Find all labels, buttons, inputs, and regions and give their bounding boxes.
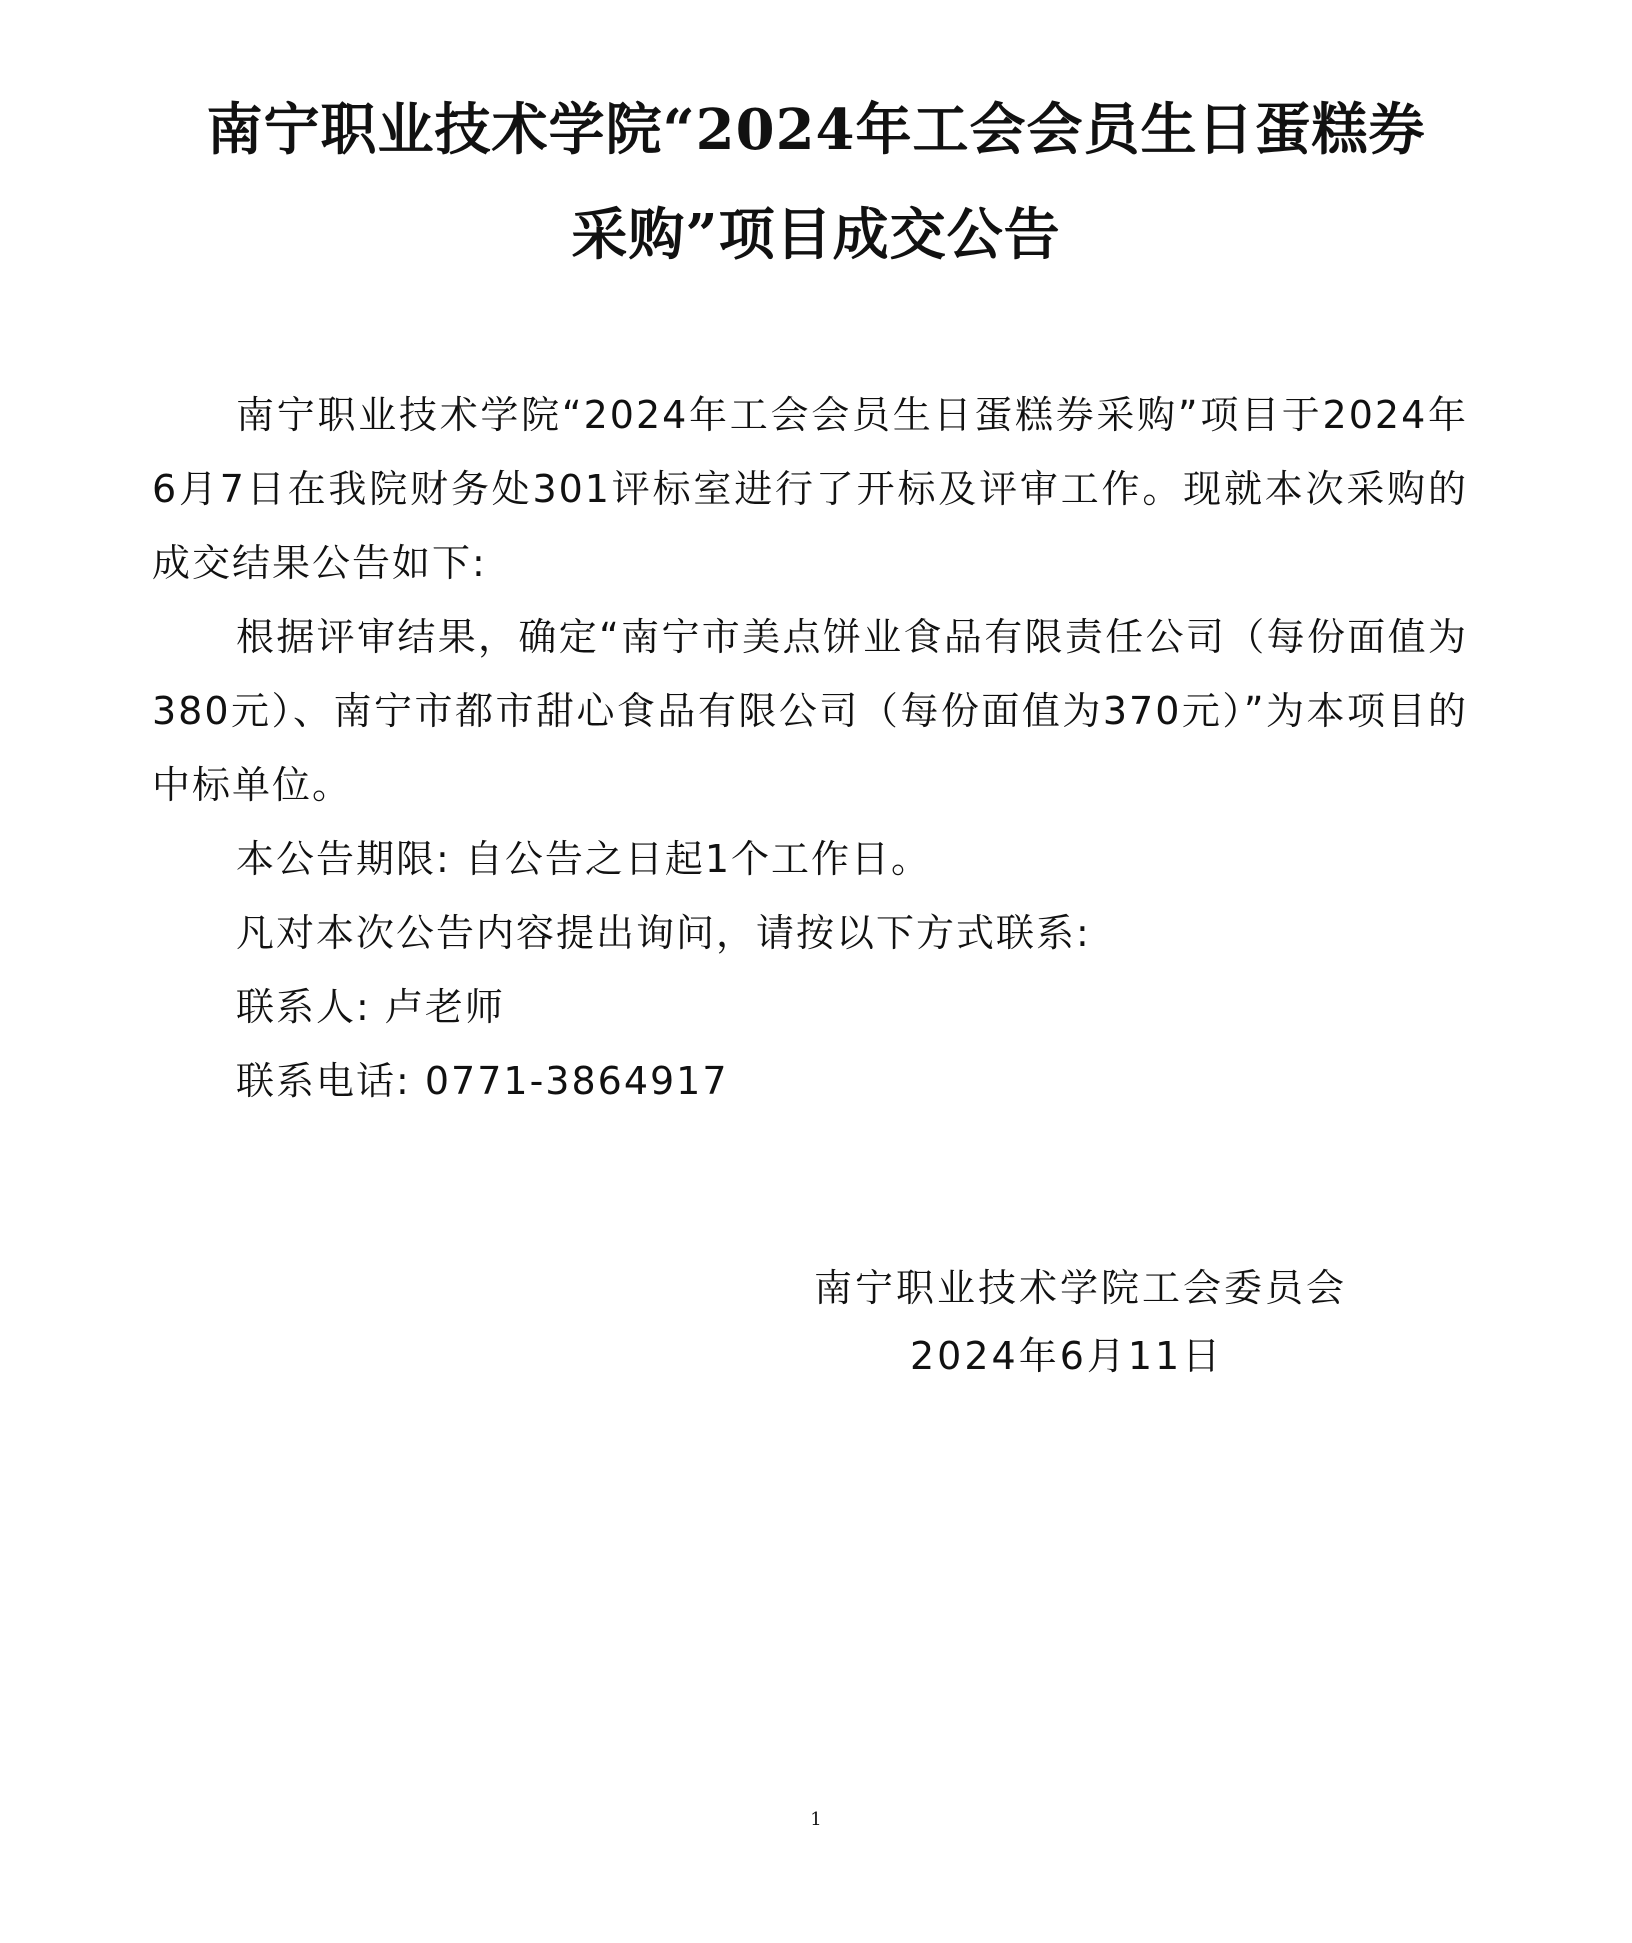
signature-date: 2024年6月11日 [910, 1334, 1224, 1378]
contact-person-paragraph: 联系人: 卢老师 [236, 985, 505, 1029]
notice-period-paragraph: 本公告期限: 自公告之日起1个工作日。 [236, 837, 932, 881]
signature-organization: 南宁职业技术学院工会委员会 [814, 1266, 1348, 1310]
result-paragraph: 根据评审结果，确定“南宁市美点饼业食品有限责任公司（每份面值为380元）、南宁市都市甜心食品有限公司（每份面值为370元）”为本项目的中标单位。 [152, 615, 1468, 807]
intro-paragraph: 南宁职业技术学院“2024年工会会员生日蛋糕券采购”项目于2024年6月7日在我院财务处301评标室进行了开标及评审工作。现就本次采购的成交结果公告如下: [152, 393, 1468, 585]
document-body [152, 378, 1468, 1118]
page-number: 1 [810, 1809, 822, 1830]
document-title-line-1: 南宁职业技术学院“2024年工会会员生日蛋糕券 [206, 97, 1426, 163]
document-title-line-2: 采购”项目成交公告 [571, 202, 1061, 268]
contact-phone-paragraph: 联系电话: 0771-3864917 [236, 1059, 729, 1103]
inquiry-paragraph: 凡对本次公告内容提出询问，请按以下方式联系: [236, 911, 1091, 955]
